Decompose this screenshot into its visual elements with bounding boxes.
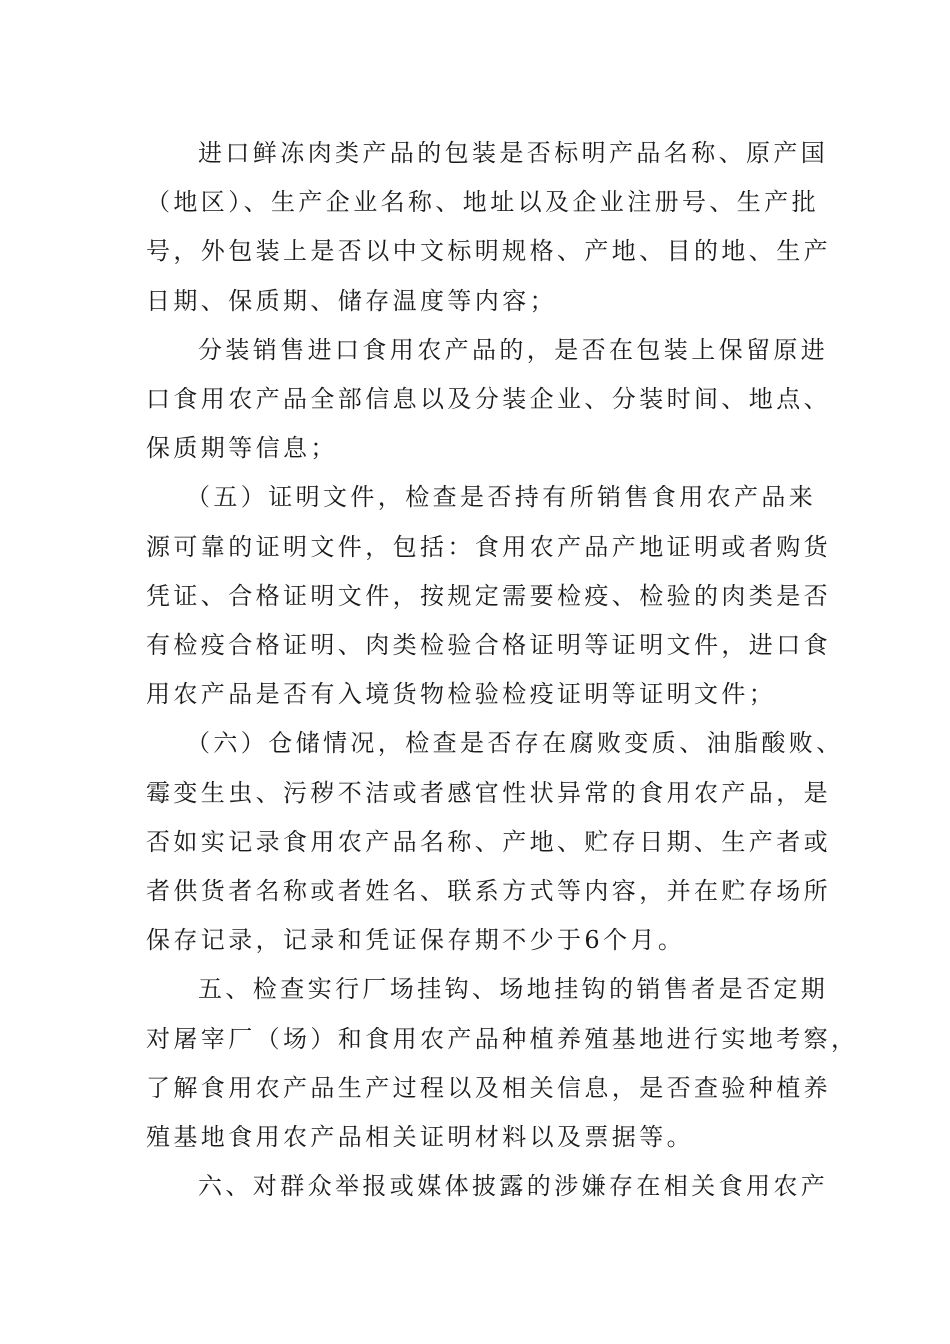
paragraph-certification-documents: [146, 473, 831, 719]
text-line: 者供货者名称或者姓名、联系方式等内容，并在贮存场所: [146, 877, 831, 906]
paragraph-section-five: [146, 965, 859, 1162]
paragraph-storage-conditions: [146, 719, 844, 965]
text-line: 保存记录，记录和凭证保存期不少于6个月。: [146, 926, 686, 955]
text-line: 源可靠的证明文件，包括：食用农产品产地证明或者购货: [146, 532, 831, 561]
text-line: 保质期等信息；: [146, 434, 338, 463]
paragraph-section-six: [146, 1162, 829, 1211]
text-line: （地区）、生产企业名称、地址以及企业注册号、生产批: [146, 188, 819, 217]
text-line: 否如实记录食用农产品名称、产地、贮存日期、生产者或: [146, 827, 831, 856]
text-line: 号，外包装上是否以中文标明规格、产地、目的地、生产: [146, 237, 831, 266]
text-line: 日期、保质期、储存温度等内容；: [146, 286, 557, 315]
text-line: 对屠宰厂（场）和食用农产品种植养殖基地进行实地考察，: [146, 1024, 859, 1053]
text-line: 有检疫合格证明、肉类检验合格证明等证明文件，进口食: [146, 631, 831, 660]
text-line: 分装销售进口食用农产品的，是否在包装上保留原进: [198, 335, 829, 364]
text-line: 霉变生虫、污秽不洁或者感官性状异常的食用农产品，是: [146, 778, 831, 807]
text-line: （五）证明文件，检查是否持有所销售食用农产品来: [186, 483, 817, 512]
text-line: 五、检查实行厂场挂钩、场地挂钩的销售者是否定期: [198, 975, 829, 1004]
text-line: 口食用农产品全部信息以及分装企业、分装时间、地点、: [146, 385, 831, 414]
text-line: 殖基地食用农产品相关证明材料以及票据等。: [146, 1123, 694, 1152]
text-line: 六、对群众举报或媒体披露的涉嫌存在相关食用农产: [198, 1172, 829, 1201]
document-body: [146, 129, 859, 1211]
paragraph-import-frozen-meat-packaging: [146, 129, 831, 326]
text-line: 凭证、合格证明文件，按规定需要检疫、检验的肉类是否: [146, 581, 831, 610]
text-line: 进口鲜冻肉类产品的包装是否标明产品名称、原产国: [198, 139, 829, 167]
text-line: （六）仓储情况，检查是否存在腐败变质、油脂酸败、: [186, 729, 844, 758]
text-line: 用农产品是否有入境货物检验检疫证明等证明文件；: [146, 680, 777, 709]
paragraph-repackaged-imports: [146, 326, 831, 474]
text-line: 了解食用农产品生产过程以及相关信息，是否查验种植养: [146, 1073, 831, 1102]
